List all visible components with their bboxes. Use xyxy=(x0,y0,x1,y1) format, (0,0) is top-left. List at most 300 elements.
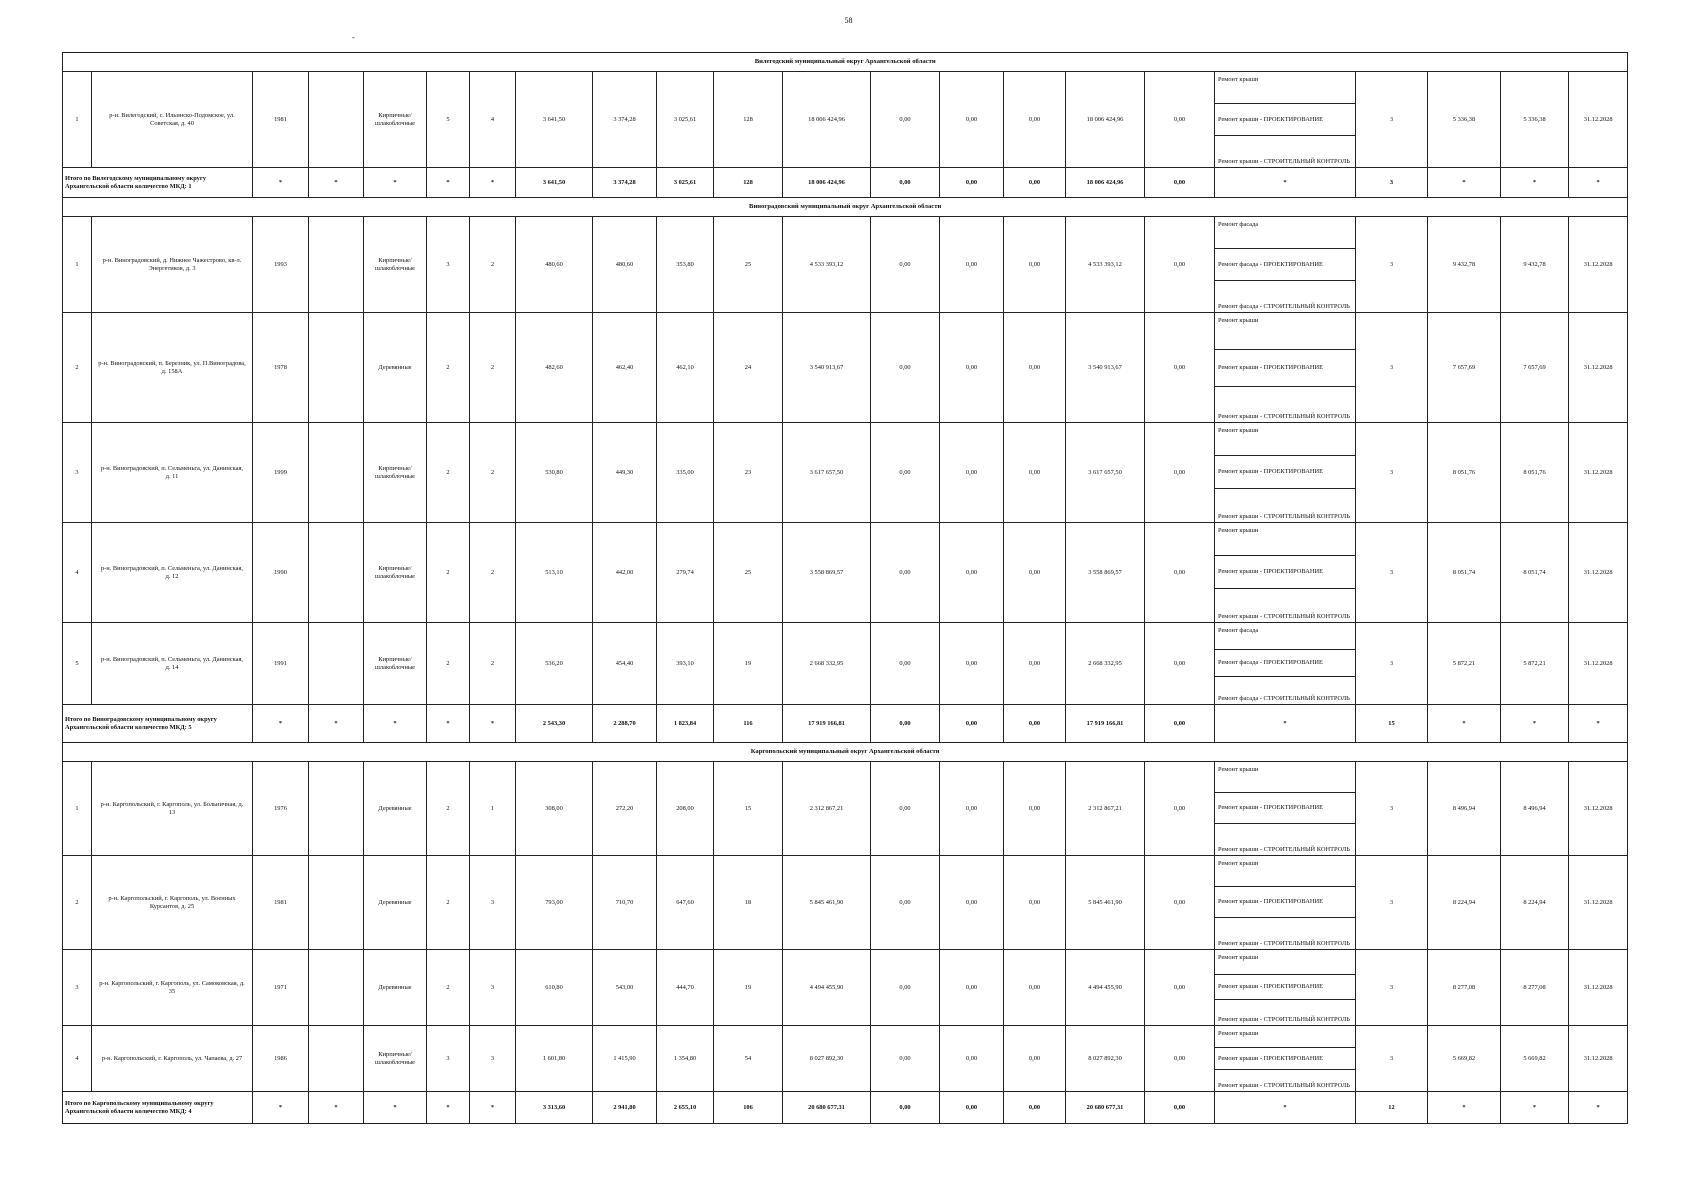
work-type: Ремонт фасада - СТРОИТЕЛЬНЫЙ КОНТРОЛЬ xyxy=(1215,677,1356,705)
premises-area: 272,20 xyxy=(593,762,657,856)
total-area: 530,80 xyxy=(516,423,593,523)
year-commissioned xyxy=(309,856,364,950)
total-area: 3 641,50 xyxy=(516,168,593,198)
floor-count: 2 xyxy=(427,856,470,950)
funding-owners: 3 558 869,57 xyxy=(1066,523,1145,623)
resident-count: 24 xyxy=(714,313,783,423)
unit-cost-limit: 8 051,76 xyxy=(1501,423,1569,523)
funding-federal: 0,00 xyxy=(871,1026,940,1092)
work-count: 3 xyxy=(1356,623,1428,705)
funding-other: 0,00 xyxy=(1145,1026,1215,1092)
total-residential-area: 2 655,10 xyxy=(657,1092,714,1124)
total-repair-cost: 20 680 677,31 xyxy=(783,1092,871,1124)
page-number: 58 xyxy=(844,16,853,25)
building-address: р-н. Каргопольский, г. Каргополь, ул. Самоковская, д. 35 xyxy=(92,950,253,1026)
total-label: Итого по Виноградовскому муниципальному округу Архангельской области количество МКД: 5 xyxy=(63,705,253,743)
work-type: Ремонт крыши xyxy=(1215,72,1356,104)
work-type: Ремонт крыши - СТРОИТЕЛЬНЫЙ КОНТРОЛЬ xyxy=(1215,1000,1356,1026)
total-area: 513,10 xyxy=(516,523,593,623)
total-placeholder: * xyxy=(253,1092,309,1124)
construction-year: 1976 xyxy=(253,762,309,856)
work-count: 3 xyxy=(1356,762,1428,856)
total-placeholder: * xyxy=(1569,1092,1628,1124)
total-funding-regional: 0,00 xyxy=(940,705,1004,743)
funding-federal: 0,00 xyxy=(871,313,940,423)
funding-local: 0,00 xyxy=(1004,856,1066,950)
work-count: 3 xyxy=(1356,217,1428,313)
funding-local: 0,00 xyxy=(1004,217,1066,313)
funding-other: 0,00 xyxy=(1145,950,1215,1026)
entrance-count: 4 xyxy=(470,72,516,168)
total-label: Итого по Каргопольскому муниципальному округу Архангельской области количество МКД: 4 xyxy=(63,1092,253,1124)
funding-regional: 0,00 xyxy=(940,217,1004,313)
funding-other: 0,00 xyxy=(1145,856,1215,950)
total-placeholder: * xyxy=(364,1092,427,1124)
total-premises-area: 2 288,70 xyxy=(593,705,657,743)
total-area: 308,00 xyxy=(516,762,593,856)
funding-local: 0,00 xyxy=(1004,423,1066,523)
resident-count: 18 xyxy=(714,856,783,950)
construction-year: 1971 xyxy=(253,950,309,1026)
completion-date: 31.12.2028 xyxy=(1569,72,1628,168)
building-address: р-н. Вилегодский, с. Ильинско-Подомское, ул. Советская, д. 40 xyxy=(92,72,253,168)
funding-federal: 0,00 xyxy=(871,856,940,950)
funding-owners: 2 668 332,95 xyxy=(1066,623,1145,705)
work-type: Ремонт фасада xyxy=(1215,217,1356,249)
completion-date: 31.12.2028 xyxy=(1569,523,1628,623)
premises-area: 710,70 xyxy=(593,856,657,950)
total-placeholder: * xyxy=(1428,168,1501,198)
funding-owners: 3 617 657,50 xyxy=(1066,423,1145,523)
building-address: р-н. Виноградовский, п. Березник, ул. П.Виноградова, д. 158А xyxy=(92,313,253,423)
repair-cost-total: 3 558 869,57 xyxy=(783,523,871,623)
completion-date: 31.12.2028 xyxy=(1569,762,1628,856)
residential-area: 444,70 xyxy=(657,950,714,1026)
premises-area: 462,40 xyxy=(593,313,657,423)
district-total-row xyxy=(63,1092,1628,1124)
funding-other: 0,00 xyxy=(1145,523,1215,623)
residential-area: 279,74 xyxy=(657,523,714,623)
total-funding-owners: 17 919 166,81 xyxy=(1066,705,1145,743)
total-placeholder: * xyxy=(1428,1092,1501,1124)
unit-cost: 8 051,74 xyxy=(1428,523,1501,623)
total-residents: 106 xyxy=(714,1092,783,1124)
total-funding-federal: 0,00 xyxy=(871,1092,940,1124)
unit-cost: 8 224,94 xyxy=(1428,856,1501,950)
funding-owners: 5 845 461,90 xyxy=(1066,856,1145,950)
construction-year: 1991 xyxy=(253,623,309,705)
repair-cost-total: 5 845 461,90 xyxy=(783,856,871,950)
floor-count: 3 xyxy=(427,1026,470,1092)
funding-local: 0,00 xyxy=(1004,523,1066,623)
unit-cost-limit: 5 336,38 xyxy=(1501,72,1569,168)
district-title: Вилегодский муниципальный округ Архангельской области xyxy=(63,53,1628,72)
work-type: Ремонт крыши xyxy=(1215,1026,1356,1048)
funding-federal: 0,00 xyxy=(871,950,940,1026)
work-type: Ремонт крыши xyxy=(1215,762,1356,793)
total-placeholder: * xyxy=(309,705,364,743)
unit-cost: 5 669,82 xyxy=(1428,1026,1501,1092)
funding-owners: 8 027 892,30 xyxy=(1066,1026,1145,1092)
funding-federal: 0,00 xyxy=(871,523,940,623)
completion-date: 31.12.2028 xyxy=(1569,423,1628,523)
resident-count: 19 xyxy=(714,950,783,1026)
unit-cost: 5 872,21 xyxy=(1428,623,1501,705)
year-commissioned xyxy=(309,217,364,313)
funding-local: 0,00 xyxy=(1004,1026,1066,1092)
construction-year: 1986 xyxy=(253,1026,309,1092)
total-work-count: 12 xyxy=(1356,1092,1428,1124)
entrance-count: 3 xyxy=(470,1026,516,1092)
work-type: Ремонт крыши - СТРОИТЕЛЬНЫЙ КОНТРОЛЬ xyxy=(1215,589,1356,623)
work-type: Ремонт крыши xyxy=(1215,423,1356,456)
total-residential-area: 3 025,61 xyxy=(657,168,714,198)
funding-regional: 0,00 xyxy=(940,523,1004,623)
funding-other: 0,00 xyxy=(1145,762,1215,856)
total-placeholder: * xyxy=(470,1092,516,1124)
unit-cost-limit: 8 496,94 xyxy=(1501,762,1569,856)
row-number: 1 xyxy=(63,762,92,856)
year-commissioned xyxy=(309,523,364,623)
total-funding-other: 0,00 xyxy=(1145,705,1215,743)
building-row xyxy=(63,623,1628,650)
funding-regional: 0,00 xyxy=(940,72,1004,168)
funding-local: 0,00 xyxy=(1004,313,1066,423)
building-address: р-н. Виноградовский, п. Сельменьга, ул. Данинская, д. 11 xyxy=(92,423,253,523)
building-address: р-н. Виноградовский, п. Сельменьга, ул. Данинская, д. 12 xyxy=(92,523,253,623)
funding-regional: 0,00 xyxy=(940,623,1004,705)
unit-cost-limit: 7 657,69 xyxy=(1501,313,1569,423)
year-commissioned xyxy=(309,950,364,1026)
total-area: 610,80 xyxy=(516,950,593,1026)
construction-year: 1978 xyxy=(253,313,309,423)
work-type: Ремонт фасада xyxy=(1215,623,1356,650)
total-placeholder: * xyxy=(1501,1092,1569,1124)
funding-regional: 0,00 xyxy=(940,313,1004,423)
total-residents: 128 xyxy=(714,168,783,198)
total-funding-federal: 0,00 xyxy=(871,705,940,743)
construction-year: 1990 xyxy=(253,523,309,623)
total-funding-federal: 0,00 xyxy=(871,168,940,198)
total-placeholder: * xyxy=(253,705,309,743)
residential-area: 3 025,61 xyxy=(657,72,714,168)
resident-count: 54 xyxy=(714,1026,783,1092)
repair-cost-total: 3 540 913,67 xyxy=(783,313,871,423)
resident-count: 25 xyxy=(714,217,783,313)
work-type: Ремонт крыши - ПРОЕКТИРОВАНИЕ xyxy=(1215,975,1356,1000)
wall-material: Деревянные xyxy=(364,950,427,1026)
completion-date: 31.12.2028 xyxy=(1569,856,1628,950)
entrance-count: 2 xyxy=(470,423,516,523)
housing-registry-table xyxy=(62,52,1628,1124)
year-commissioned xyxy=(309,1026,364,1092)
floor-count: 2 xyxy=(427,762,470,856)
work-type: Ремонт крыши - СТРОИТЕЛЬНЫЙ КОНТРОЛЬ xyxy=(1215,387,1356,423)
unit-cost: 7 657,69 xyxy=(1428,313,1501,423)
funding-regional: 0,00 xyxy=(940,950,1004,1026)
residential-area: 353,80 xyxy=(657,217,714,313)
total-area: 3 641,50 xyxy=(516,72,593,168)
completion-date: 31.12.2028 xyxy=(1569,217,1628,313)
work-count: 3 xyxy=(1356,856,1428,950)
entrance-count: 3 xyxy=(470,950,516,1026)
district-header-row xyxy=(63,743,1628,762)
wall-material: Кирпичные/ шлакоблочные xyxy=(364,217,427,313)
unit-cost-limit: 8 224,94 xyxy=(1501,856,1569,950)
funding-other: 0,00 xyxy=(1145,623,1215,705)
district-total-row xyxy=(63,705,1628,743)
repair-cost-total: 2 668 332,95 xyxy=(783,623,871,705)
premises-area: 454,40 xyxy=(593,623,657,705)
residential-area: 393,10 xyxy=(657,623,714,705)
premises-area: 480,60 xyxy=(593,217,657,313)
construction-year: 1981 xyxy=(253,72,309,168)
total-label: Итого по Вилегодскому муниципальному округу Архангельской области количество МКД: 1 xyxy=(63,168,253,198)
construction-year: 1993 xyxy=(253,217,309,313)
completion-date: 31.12.2028 xyxy=(1569,623,1628,705)
floor-count: 2 xyxy=(427,313,470,423)
completion-date: 31.12.2028 xyxy=(1569,313,1628,423)
premises-area: 442,00 xyxy=(593,523,657,623)
total-premises-area: 3 374,28 xyxy=(593,168,657,198)
work-count: 3 xyxy=(1356,523,1428,623)
funding-other: 0,00 xyxy=(1145,423,1215,523)
total-placeholder: * xyxy=(1215,1092,1356,1124)
total-placeholder: * xyxy=(470,168,516,198)
total-funding-regional: 0,00 xyxy=(940,168,1004,198)
total-funding-owners: 18 006 424,96 xyxy=(1066,168,1145,198)
funding-owners: 4 494 455,90 xyxy=(1066,950,1145,1026)
year-commissioned xyxy=(309,313,364,423)
floor-count: 2 xyxy=(427,523,470,623)
funding-local: 0,00 xyxy=(1004,623,1066,705)
row-number: 2 xyxy=(63,313,92,423)
entrance-count: 2 xyxy=(470,313,516,423)
work-type: Ремонт крыши xyxy=(1215,950,1356,975)
work-type: Ремонт крыши - СТРОИТЕЛЬНЫЙ КОНТРОЛЬ xyxy=(1215,489,1356,523)
row-number: 3 xyxy=(63,423,92,523)
funding-regional: 0,00 xyxy=(940,423,1004,523)
work-type: Ремонт крыши - ПРОЕКТИРОВАНИЕ xyxy=(1215,556,1356,589)
year-commissioned xyxy=(309,423,364,523)
unit-cost-limit: 8 277,08 xyxy=(1501,950,1569,1026)
building-address: р-н. Каргопольский, г. Каргополь, ул. Больничная, д. 13 xyxy=(92,762,253,856)
building-row xyxy=(63,423,1628,456)
premises-area: 3 374,28 xyxy=(593,72,657,168)
funding-federal: 0,00 xyxy=(871,217,940,313)
entrance-count: 2 xyxy=(470,623,516,705)
work-type: Ремонт крыши - СТРОИТЕЛЬНЫЙ КОНТРОЛЬ xyxy=(1215,136,1356,168)
unit-cost-limit: 5 872,21 xyxy=(1501,623,1569,705)
funding-federal: 0,00 xyxy=(871,623,940,705)
wall-material: Деревянные xyxy=(364,856,427,950)
funding-federal: 0,00 xyxy=(871,72,940,168)
total-placeholder: * xyxy=(364,168,427,198)
floor-count: 2 xyxy=(427,623,470,705)
building-row xyxy=(63,313,1628,350)
unit-cost: 9 432,78 xyxy=(1428,217,1501,313)
total-placeholder: * xyxy=(470,705,516,743)
work-type: Ремонт крыши - ПРОЕКТИРОВАНИЕ xyxy=(1215,104,1356,136)
funding-local: 0,00 xyxy=(1004,950,1066,1026)
resident-count: 25 xyxy=(714,523,783,623)
district-header-row xyxy=(63,53,1628,72)
construction-year: 1981 xyxy=(253,856,309,950)
row-number: 2 xyxy=(63,856,92,950)
total-work-count: 15 xyxy=(1356,705,1428,743)
total-placeholder: * xyxy=(1501,168,1569,198)
district-title: Каргопольский муниципальный округ Архангельской области xyxy=(63,743,1628,762)
floor-count: 3 xyxy=(427,217,470,313)
building-address: р-н. Каргопольский, г. Каргополь, ул. Военных Курсантов, д. 25 xyxy=(92,856,253,950)
residential-area: 647,60 xyxy=(657,856,714,950)
total-area: 482,60 xyxy=(516,313,593,423)
funding-federal: 0,00 xyxy=(871,762,940,856)
total-area: 793,00 xyxy=(516,856,593,950)
floor-count: 5 xyxy=(427,72,470,168)
wall-material: Деревянные xyxy=(364,313,427,423)
building-address: р-н. Каргопольский, г. Каргополь, ул. Чапаева, д. 27 xyxy=(92,1026,253,1092)
repair-cost-total: 18 006 424,96 xyxy=(783,72,871,168)
wall-material: Кирпичные/ шлакоблочные xyxy=(364,1026,427,1092)
construction-year: 1999 xyxy=(253,423,309,523)
total-premises-area: 2 941,80 xyxy=(593,1092,657,1124)
year-commissioned xyxy=(309,72,364,168)
funding-local: 0,00 xyxy=(1004,762,1066,856)
funding-owners: 18 006 424,96 xyxy=(1066,72,1145,168)
row-number: 5 xyxy=(63,623,92,705)
unit-cost-limit: 9 432,78 xyxy=(1501,217,1569,313)
total-repair-cost: 18 006 424,96 xyxy=(783,168,871,198)
total-area: 3 313,60 xyxy=(516,1092,593,1124)
building-row xyxy=(63,1026,1628,1048)
resident-count: 15 xyxy=(714,762,783,856)
total-placeholder: * xyxy=(427,1092,470,1124)
work-type: Ремонт крыши - СТРОИТЕЛЬНЫЙ КОНТРОЛЬ xyxy=(1215,918,1356,950)
work-type: Ремонт крыши xyxy=(1215,856,1356,887)
total-placeholder: * xyxy=(1569,168,1628,198)
building-row xyxy=(63,950,1628,975)
funding-federal: 0,00 xyxy=(871,423,940,523)
total-residents: 116 xyxy=(714,705,783,743)
residential-area: 1 354,80 xyxy=(657,1026,714,1092)
row-number: 4 xyxy=(63,1026,92,1092)
wall-material: Кирпичные/ шлакоблочные xyxy=(364,72,427,168)
total-funding-other: 0,00 xyxy=(1145,168,1215,198)
completion-date: 31.12.2028 xyxy=(1569,1026,1628,1092)
work-count: 3 xyxy=(1356,423,1428,523)
funding-regional: 0,00 xyxy=(940,856,1004,950)
entrance-count: 2 xyxy=(470,523,516,623)
funding-owners: 2 312 867,21 xyxy=(1066,762,1145,856)
resident-count: 23 xyxy=(714,423,783,523)
repair-cost-total: 4 494 455,90 xyxy=(783,950,871,1026)
building-row xyxy=(63,856,1628,887)
total-funding-regional: 0,00 xyxy=(940,1092,1004,1124)
repair-cost-total: 4 533 393,12 xyxy=(783,217,871,313)
total-funding-owners: 20 680 677,31 xyxy=(1066,1092,1145,1124)
funding-regional: 0,00 xyxy=(940,762,1004,856)
total-placeholder: * xyxy=(309,168,364,198)
funding-other: 0,00 xyxy=(1145,313,1215,423)
repair-cost-total: 3 617 657,50 xyxy=(783,423,871,523)
unit-cost: 8 496,94 xyxy=(1428,762,1501,856)
unit-cost: 8 051,76 xyxy=(1428,423,1501,523)
work-type: Ремонт крыши xyxy=(1215,313,1356,350)
funding-owners: 3 540 913,67 xyxy=(1066,313,1145,423)
total-funding-other: 0,00 xyxy=(1145,1092,1215,1124)
row-number: 4 xyxy=(63,523,92,623)
row-number: 1 xyxy=(63,217,92,313)
building-address: р-н. Виноградовский, д. Нижнее Чажестрово, кв-л. Энергетиков, д. 3 xyxy=(92,217,253,313)
funding-regional: 0,00 xyxy=(940,1026,1004,1092)
work-type: Ремонт крыши - ПРОЕКТИРОВАНИЕ xyxy=(1215,1048,1356,1070)
work-type: Ремонт крыши - ПРОЕКТИРОВАНИЕ xyxy=(1215,887,1356,918)
building-address: р-н. Виноградовский, п. Сельменьга, ул. Данинская, д. 14 xyxy=(92,623,253,705)
work-count: 3 xyxy=(1356,72,1428,168)
work-type: Ремонт крыши - ПРОЕКТИРОВАНИЕ xyxy=(1215,456,1356,489)
total-repair-cost: 17 919 166,81 xyxy=(783,705,871,743)
premises-area: 543,00 xyxy=(593,950,657,1026)
total-placeholder: * xyxy=(1215,705,1356,743)
residential-area: 335,00 xyxy=(657,423,714,523)
wall-material: Кирпичные/ шлакоблочные xyxy=(364,423,427,523)
total-placeholder: * xyxy=(1501,705,1569,743)
entrance-count: 1 xyxy=(470,762,516,856)
work-type: Ремонт крыши - ПРОЕКТИРОВАНИЕ xyxy=(1215,350,1356,387)
work-type: Ремонт фасада - СТРОИТЕЛЬНЫЙ КОНТРОЛЬ xyxy=(1215,281,1356,313)
total-work-count: 3 xyxy=(1356,168,1428,198)
total-placeholder: * xyxy=(253,168,309,198)
work-type: Ремонт фасада - ПРОЕКТИРОВАНИЕ xyxy=(1215,249,1356,281)
entrance-count: 2 xyxy=(470,217,516,313)
repair-cost-total: 2 312 867,21 xyxy=(783,762,871,856)
funding-other: 0,00 xyxy=(1145,217,1215,313)
repair-cost-total: 8 027 892,30 xyxy=(783,1026,871,1092)
resident-count: 19 xyxy=(714,623,783,705)
district-header-row xyxy=(63,198,1628,217)
district-total-row xyxy=(63,168,1628,198)
entrance-count: 3 xyxy=(470,856,516,950)
funding-owners: 4 533 393,12 xyxy=(1066,217,1145,313)
total-area: 480,60 xyxy=(516,217,593,313)
district-title: Виноградовский муниципальный округ Архангельской области xyxy=(63,198,1628,217)
total-placeholder: * xyxy=(1428,705,1501,743)
floor-count: 2 xyxy=(427,423,470,523)
total-placeholder: * xyxy=(427,705,470,743)
total-placeholder: * xyxy=(1569,705,1628,743)
work-count: 3 xyxy=(1356,950,1428,1026)
total-placeholder: * xyxy=(364,705,427,743)
residential-area: 462,10 xyxy=(657,313,714,423)
total-area: 1 601,80 xyxy=(516,1026,593,1092)
stray-mark: - xyxy=(352,33,355,42)
completion-date: 31.12.2028 xyxy=(1569,950,1628,1026)
total-placeholder: * xyxy=(1215,168,1356,198)
total-placeholder: * xyxy=(427,168,470,198)
unit-cost: 5 336,38 xyxy=(1428,72,1501,168)
building-row xyxy=(63,72,1628,104)
work-type: Ремонт крыши xyxy=(1215,523,1356,556)
wall-material: Кирпичные/ шлакоблочные xyxy=(364,623,427,705)
building-row xyxy=(63,523,1628,556)
unit-cost-limit: 5 669,82 xyxy=(1501,1026,1569,1092)
total-area: 536,20 xyxy=(516,623,593,705)
year-commissioned xyxy=(309,623,364,705)
premises-area: 1 415,90 xyxy=(593,1026,657,1092)
unit-cost-limit: 8 051,74 xyxy=(1501,523,1569,623)
building-row xyxy=(63,762,1628,793)
